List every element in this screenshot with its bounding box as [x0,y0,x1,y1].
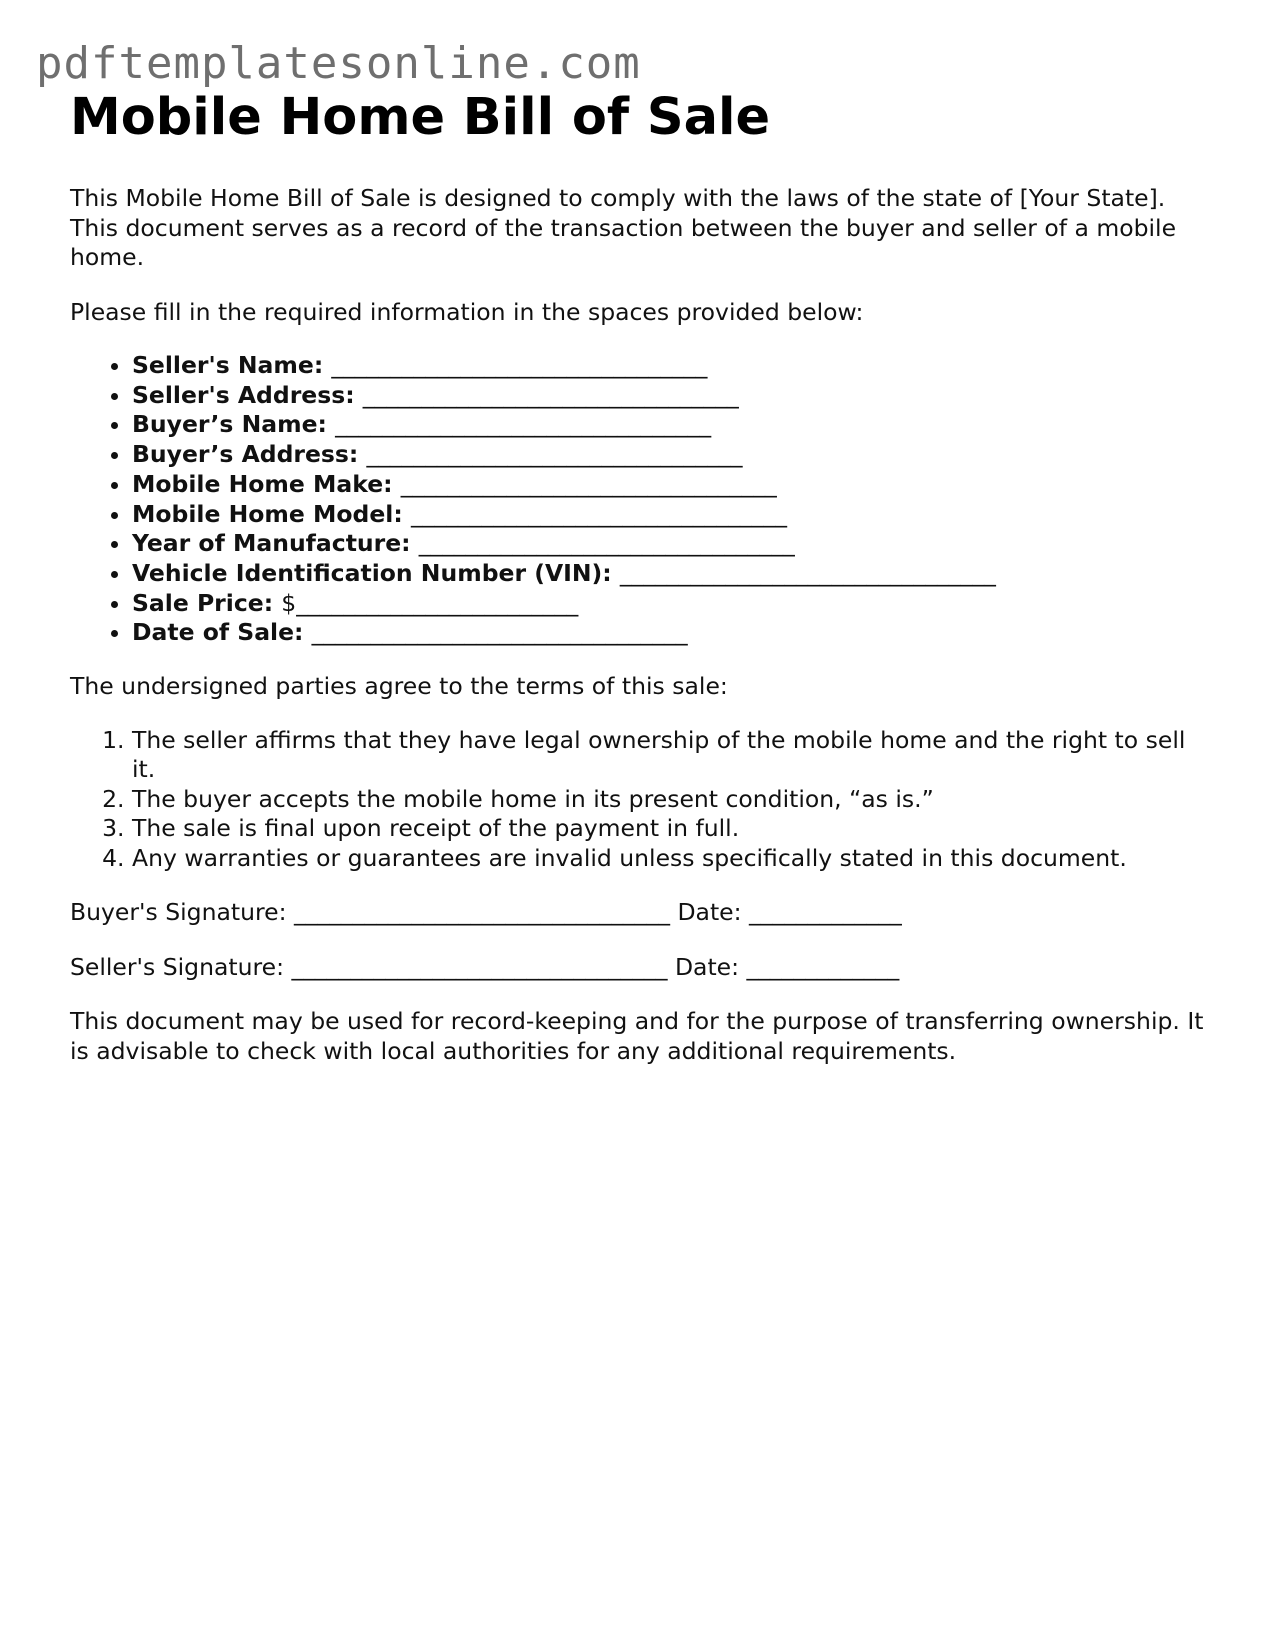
field-sale-price [132,589,1210,619]
term-item: 2. The buyer accepts the mobile home in its present condition, “as is.” [132,785,1210,815]
field-vin [132,559,1210,589]
document-body [70,86,1210,1066]
buyer-signature-line: Buyer's Signature: ________________________________ Date: _____________ [70,898,902,927]
field-label: Vehicle Identification Number (VIN): [132,558,612,587]
terms-list [70,726,1210,874]
field-mobile-home-make [132,470,1210,500]
field-label: Buyer’s Name: [132,410,327,439]
field-label: Mobile Home Model: [132,499,403,528]
field-mobile-home-model [132,500,1210,530]
field-blank: $________________________ [281,588,579,617]
instruction-text: Please fill in the required information in the spaces provided below: [70,297,864,326]
field-blank: ________________________________ [410,499,787,528]
field-label: Seller's Address: [132,380,355,409]
field-blank: ________________________________ [400,469,777,498]
field-label: Buyer’s Address: [132,440,359,469]
field-label: Sale Price: [132,588,274,617]
fields-list [70,351,1210,648]
field-blank: ________________________________ [619,558,996,587]
field-label: Year of Manufacture: [132,529,411,558]
field-label: Mobile Home Make: [132,469,393,498]
term-item: 3. The sale is final upon receipt of the payment in full. [132,814,1210,844]
document-title: Mobile Home Bill of Sale [70,88,771,147]
field-date-of-sale [132,618,1210,648]
field-buyers-address [132,440,1210,470]
field-blank: ________________________________ [331,351,708,379]
agree-text: The undersigned parties agree to the terms of this sale: [70,672,728,701]
term-item: 1. The seller affirms that they have legal ownership of the mobile home and the right to sell it. [132,726,1210,785]
field-blank: ________________________________ [366,440,743,469]
field-label: Seller's Name: [132,351,324,379]
field-blank: ________________________________ [335,410,712,439]
field-blank: ________________________________ [311,618,688,647]
field-year-of-manufacture [132,529,1210,559]
field-blank: ________________________________ [362,380,739,409]
seller-signature-line: Seller's Signature: ________________________________ Date: _____________ [70,952,900,981]
field-sellers-name [132,351,1210,381]
term-item: 4. Any warranties or guarantees are invalid unless specifically stated in this document. [132,844,1210,874]
field-sellers-address [132,381,1210,411]
field-blank: ________________________________ [418,529,795,558]
closing-paragraph: This document may be used for record-keeping and for the purpose of transferring ownership. It is advisable to check with local authorities for any additional requirements. [70,1007,1204,1065]
watermark: pdftemplatesonline.com [36,38,641,89]
field-label: Date of Sale: [132,618,304,647]
intro-paragraph: This Mobile Home Bill of Sale is designed to comply with the laws of the state of [Your State]. This document serves as a record of the transaction between the buyer and seller of a mobile home. [70,184,1177,271]
field-buyers-name [132,410,1210,440]
